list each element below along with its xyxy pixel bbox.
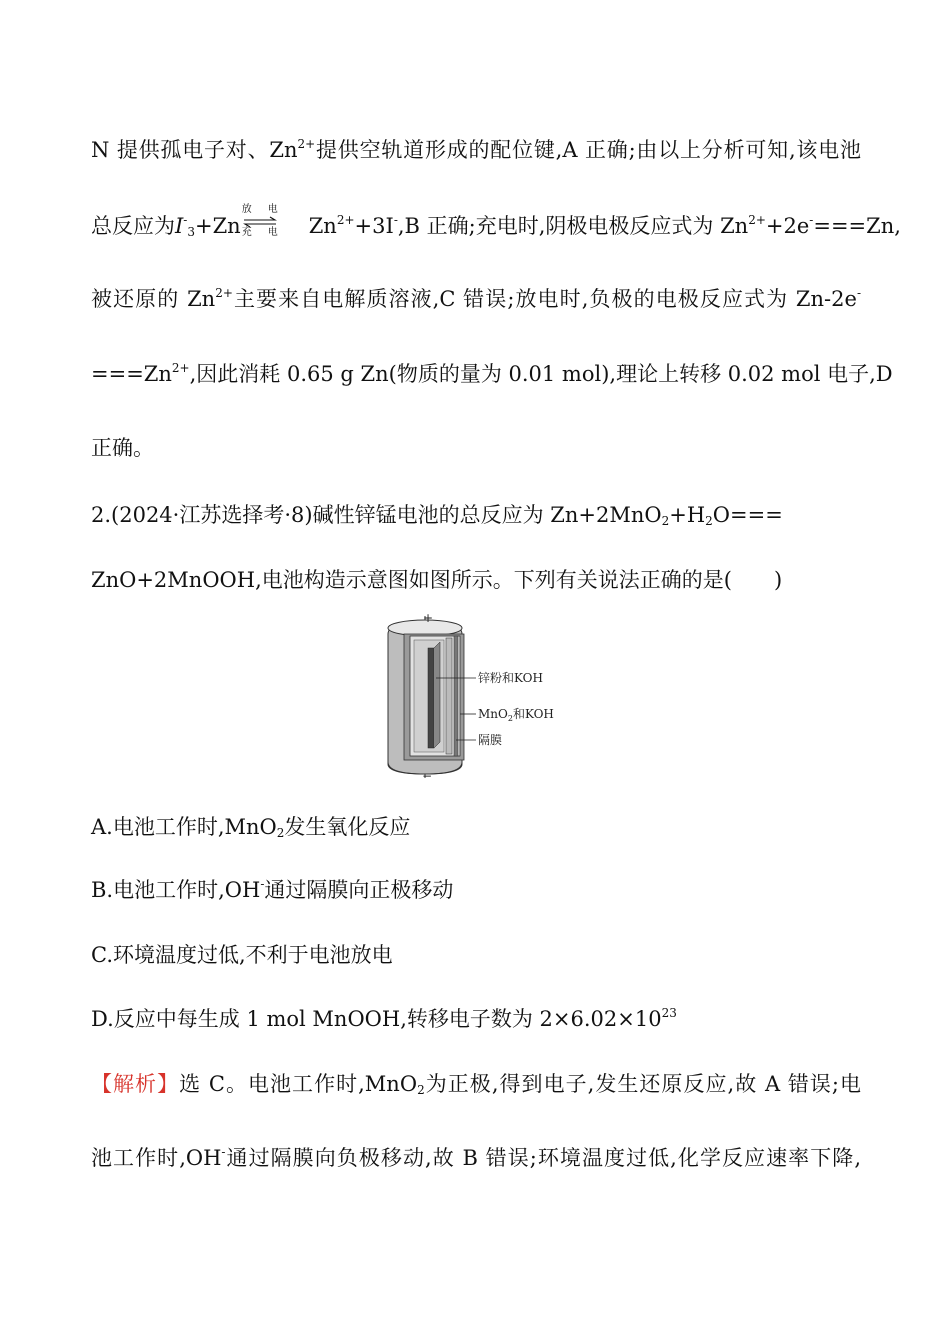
explanation-line-4: $===Zn^{2+}$,因此消耗 0.65 g Zn(物质的量为 0.01 mol),理论上转移 0.02 mol 电子,D	[91, 361, 893, 386]
mno2-koh-label: MnO$_2$和KOH	[478, 707, 554, 723]
battery-cell-drawing	[388, 616, 476, 778]
analysis-line-1: 【解析】选 C。电池工作时,MnO$_2$为正极,得到电子,发生还原反应,故 A 错误;电	[91, 1072, 861, 1097]
separator-label: 隔膜	[478, 733, 503, 747]
option-a[interactable]: A.电池工作时,MnO$_2$发生氧化反应	[91, 815, 411, 840]
explanation-line-5: 正确。	[91, 436, 154, 460]
answer-blank[interactable]	[732, 568, 774, 592]
analysis-line-2: 池工作时,OH-通过隔膜向负极移动,故 B 错误;环境温度过低,化学反应速率下降,	[91, 1145, 861, 1170]
explanation-line-2: 总反应为$I^-_3+Zn$ 放电 充电 $Zn^{2+}+3I^-,B$ 正确;充电时,阴极电极反应式为 $Zn^{2+}+2e^-===Zn$,	[91, 204, 901, 239]
battery-cutaway-svg	[380, 612, 570, 782]
analysis-tag: 【解析】	[91, 1072, 180, 1096]
battery-diagram	[380, 612, 570, 782]
triiodide-symbol: I	[175, 214, 184, 238]
option-d[interactable]: D.反应中每生成 1 mol MnOOH,转移电子数为 $2\times 6.02\times 10^{23}$	[91, 1006, 677, 1031]
option-b[interactable]: B.电池工作时,OH-通过隔膜向正极移动	[91, 877, 454, 902]
reversible-arrow: 放电 充电	[241, 204, 278, 238]
explanation-line-3: 被还原的 $Zn^{2+}$主要来自电解质溶液,C 错误;放电时,负极的电极反应式为 Zn-2e-	[91, 286, 861, 311]
positive-terminal-label: +	[423, 612, 434, 625]
question-stem-line-2: ZnO+2MnOOH,电池构造示意图如图所示。下列有关说法正确的是( )	[91, 568, 783, 592]
option-c[interactable]: C.环境温度过低,不利于电池放电	[91, 943, 393, 967]
negative-terminal-label: −	[422, 769, 433, 782]
zinc-powder-label: 锌粉和KOH	[478, 671, 543, 685]
question-stem-line-1: 2.(2024·江苏选择考·8)碱性锌锰电池的总反应为 $Zn+2MnO_2+H_2O===$	[91, 503, 783, 528]
explanation-line-1: N 提供孤电子对、$Zn^{2+}$提供空轨道形成的配位键,A 正确;由以上分析可知,该电池	[91, 137, 862, 162]
